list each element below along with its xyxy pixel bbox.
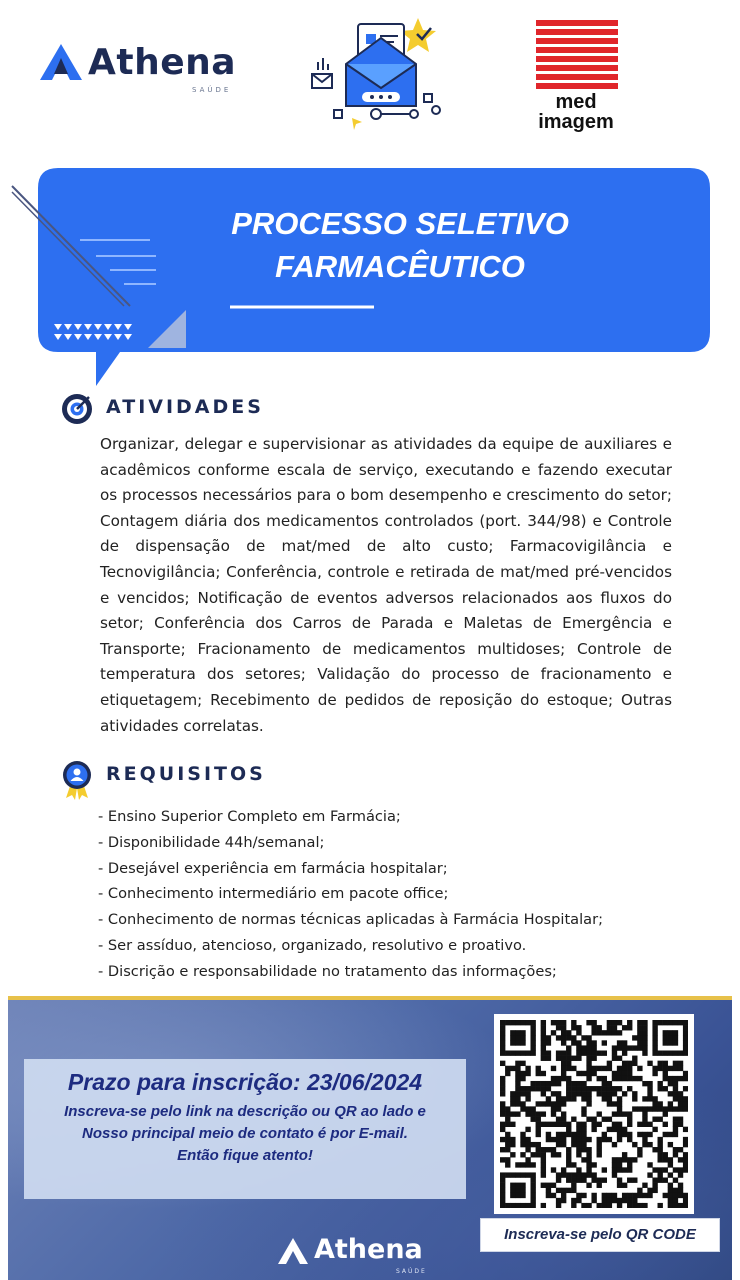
footer xyxy=(8,1000,732,1280)
deadline-title: Prazo para inscrição: 23/06/2024 xyxy=(67,1069,423,1095)
requirement-item: - Ser assíduo, atencioso, organizado, resolutivo e proativo. xyxy=(98,936,527,954)
requirements-heading xyxy=(60,760,360,794)
deadline-line3: Então fique atento! xyxy=(177,1147,313,1164)
athena-triangle-icon xyxy=(278,1238,308,1264)
footer-logo-tagline: SAÚDE xyxy=(396,1268,427,1275)
banner-title xyxy=(200,202,600,288)
qr-code-image[interactable] xyxy=(500,1020,688,1208)
activities-heading xyxy=(60,392,360,426)
athena-logo xyxy=(40,40,250,100)
athena-logo-name: Athena xyxy=(88,42,237,83)
requirement-item: - Desejável experiência em farmácia hospitalar; xyxy=(98,859,448,877)
requirement-item: - Conhecimento intermediário em pacote office; xyxy=(98,885,449,903)
deadline-box xyxy=(24,1059,466,1199)
activities-heading-label: ATIVIDADES xyxy=(106,396,264,418)
med-imagem-line1: med xyxy=(555,91,597,113)
requirements-heading-label: REQUISITOS xyxy=(106,763,266,785)
med-imagem-line2: imagem xyxy=(538,111,614,133)
qr-code[interactable] xyxy=(494,1014,694,1214)
footer-athena-logo xyxy=(278,1228,458,1276)
athena-logo-tagline: SAÚDE xyxy=(192,86,232,94)
footer-logo-name: Athena xyxy=(314,1234,423,1265)
mail-envelope-icon xyxy=(306,14,456,132)
deadline-line1: Inscreva-se pelo link na descrição ou QR ao lado e xyxy=(64,1103,426,1120)
deadline-line2: Nosso principal meio de contato é por E-mail. xyxy=(82,1125,408,1142)
requirements-list xyxy=(98,804,698,985)
target-icon xyxy=(60,392,94,426)
requirement-item: - Ensino Superior Completo em Farmácia; xyxy=(98,808,401,825)
activities-text: Organizar, delegar e supervisionar as atividades da equipe de auxiliares e acadêmicos conforme escala de serviço, executando e fazendo executar os processos necessários para o bom desempenho e crescimento do setor; Contagem diária dos medicamentos controlados (port. 344/98) e Controle de dispensação de mat/med de alto custo; Farmacovigilância e Tecnovigilância; Conferência, controle e retirada de mat/med pré-vencidos e vencidos; Notificação de eventos adversos relacionados aos fluxos do setor; Conferência dos Carros de Parada e Maletas de Emergência e Transporte; Fracionamento de medicamentos multidoses; Controle de temperatura dos setores; Validação do processo de fracionamento e etiquetagem; Recebimento de pedidos de reposição do estoque; Outras atividades correlatas. xyxy=(100,435,672,735)
banner-title-line2: FARMACÊUTICO xyxy=(275,249,525,284)
med-imagem-logo xyxy=(532,20,624,134)
banner-title-line1: PROCESSO SELETIVO xyxy=(231,206,569,241)
qr-caption: Inscreva-se pelo QR CODE xyxy=(480,1218,720,1252)
med-imagem-stripes-icon xyxy=(536,20,618,90)
requirement-item: - Discrição e responsabilidade no tratamento das informações; xyxy=(98,962,557,980)
badge-award-icon xyxy=(60,760,94,800)
athena-triangle-icon xyxy=(40,44,82,80)
requirement-item: - Disponibilidade 44h/semanal; xyxy=(98,833,325,851)
requirement-item: - Conhecimento de normas técnicas aplicadas à Farmácia Hospitalar; xyxy=(98,911,604,929)
